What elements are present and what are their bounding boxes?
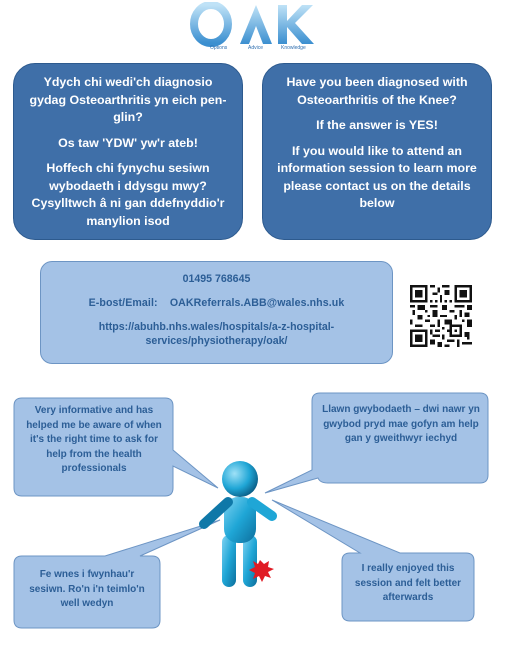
english-answer: If the answer is YES! xyxy=(316,118,438,132)
english-question: Have you been diagnosed with Osteoarthritis of the Knee? xyxy=(286,75,468,107)
logo-tagline-options: Options xyxy=(210,45,228,51)
english-invite: If you would like to attend an information session to learn more please contact us on the details below xyxy=(277,143,477,210)
logo-tagline-advice: Advice xyxy=(248,45,264,51)
logo-tagline-knowledge: Knowledge xyxy=(281,45,306,51)
quote-top-right: Llawn gwybodaeth – dwi nawr yn gwybod pryd mae gofyn am help gan y gweithwyr iechyd xyxy=(322,404,480,445)
quote-bottom-left: Fe wnes i fwynhau'r sesiwn. Ro'n i'n teimlo'n well wedyn xyxy=(29,569,145,610)
quote-top-left: Very informative and has helped me be aware of when it's the right time to ask for help from the health professionals xyxy=(26,405,162,475)
quote-bottom-right: I really enjoyed this session and felt better afterwards xyxy=(354,563,462,604)
email-label: E-bost/Email: xyxy=(88,297,158,309)
email-link[interactable]: OAKReferrals.ABB@wales.nhs.uk xyxy=(169,297,345,309)
welsh-question: Ydych chi wedi'ch diagnosio gydag Osteoarthritis yn eich pen-glin? xyxy=(29,75,227,124)
website-url-line2: services/physiotherapy/oak/ xyxy=(145,335,288,347)
welsh-answer: Os taw 'YDW' yw'r ateb! xyxy=(58,135,198,150)
website-url-line1: https://abuhb.nhs.wales/hospitals/a-z-hospital- xyxy=(98,321,335,333)
phone-number[interactable]: 01495 768645 xyxy=(182,273,251,285)
person-figure-icon xyxy=(204,461,274,587)
welsh-invite: Hoffech chi fynychu sesiwn wybodaeth i ddysgu mwy? Cysylltwch â ni gan ddefnyddio'r manylion isod xyxy=(31,161,225,228)
